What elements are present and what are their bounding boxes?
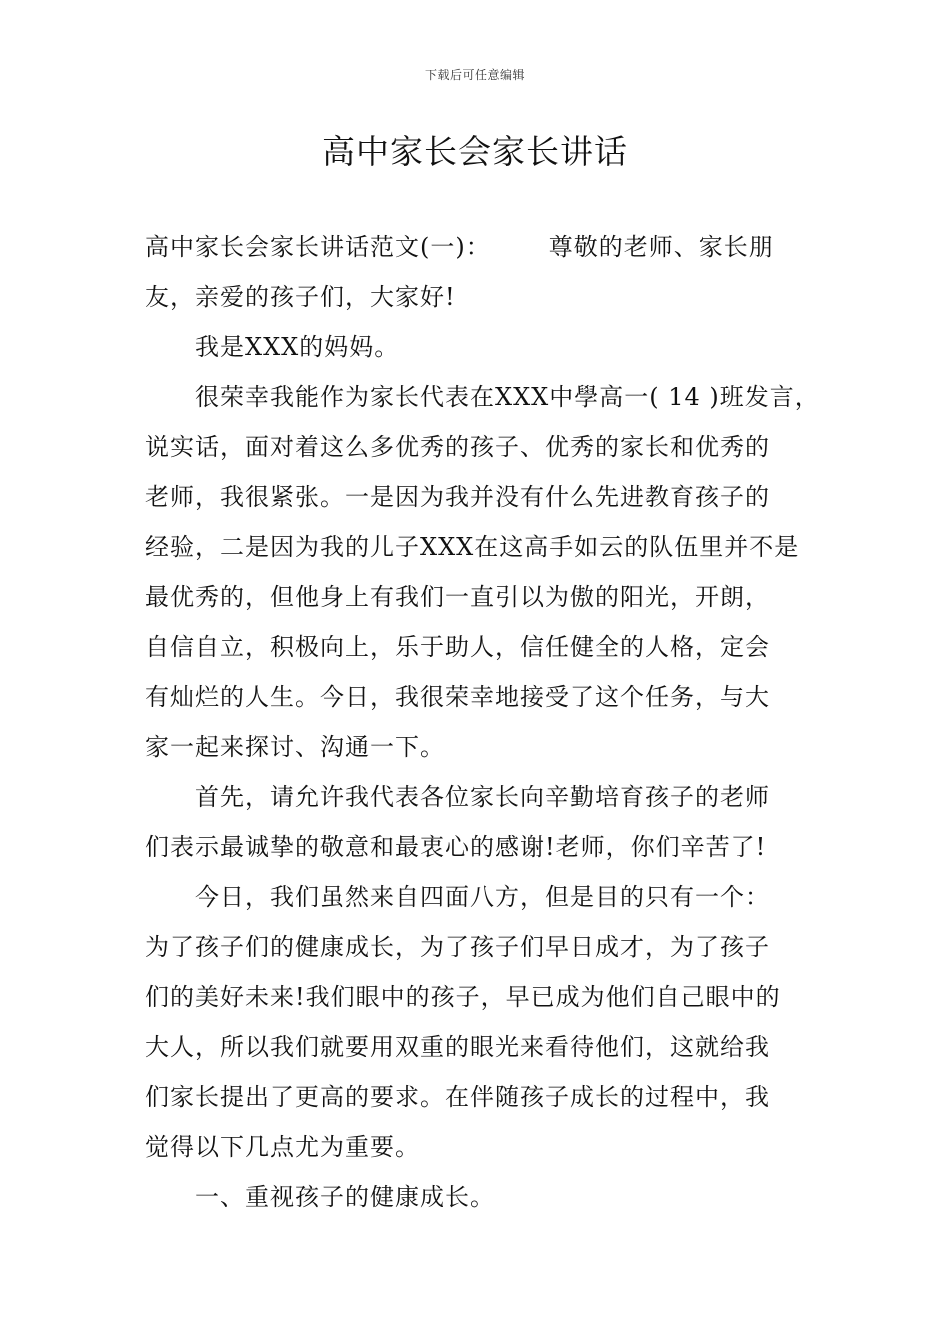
paragraph-thanks bbox=[145, 772, 815, 872]
text-line: 我是XXX的妈妈。 bbox=[195, 333, 400, 361]
document-body bbox=[145, 222, 820, 1222]
text-line: 为了孩子们的健康成长，为了孩子们早日成才，为了孩子 bbox=[145, 933, 770, 961]
paragraph-honor bbox=[145, 372, 820, 772]
text-line: 有灿烂的人生。今日，我很荣幸地接受了这个任务，与大 bbox=[145, 683, 770, 711]
text-line: 家一起来探讨、沟通一下。 bbox=[145, 733, 445, 761]
text-line: 自信自立，积极向上，乐于助人，信任健全的人格，定会 bbox=[145, 633, 770, 661]
greeting-text: 尊敬的老师、家长朋 bbox=[548, 233, 774, 261]
text-line: 友，亲爱的孩子们，大家好! bbox=[145, 283, 456, 311]
text-line: 今日，我们虽然来自四面八方，但是目的只有一个： bbox=[195, 883, 770, 911]
header-note: 下载后可任意编辑 bbox=[424, 68, 525, 82]
paragraph-opening bbox=[145, 222, 815, 322]
text-line: 大人，所以我们就要用双重的眼光来看待他们，这就给我 bbox=[145, 1033, 770, 1061]
section-heading: 高中家长会家长讲话范文(一)： bbox=[145, 233, 491, 261]
paragraph-point-one bbox=[145, 1172, 815, 1222]
text-line: 老师，我很紧张。一是因为我并没有什么先进教育孩子的 bbox=[145, 483, 770, 511]
text-line: 经验，二是因为我的儿子XXX在这高手如云的队伍里并不是 bbox=[145, 533, 800, 561]
text-line: 们的美好未来!我们眼中的孩子，早已成为他们自己眼中的 bbox=[145, 983, 781, 1011]
text-line: 们家长提出了更高的要求。在伴随孩子成长的过程中，我 bbox=[145, 1083, 770, 1111]
text-line: 很荣幸我能作为家长代表在XXX中學高一( 14 )班发言， bbox=[195, 383, 820, 411]
text-line bbox=[145, 222, 815, 272]
text-line: 们表示最诚挚的敬意和最衷心的感谢!老师，你们辛苦了! bbox=[145, 833, 767, 861]
text-line: 觉得以下几点尤为重要。 bbox=[145, 1133, 420, 1161]
paragraph-intro bbox=[145, 322, 815, 372]
text-line: 最优秀的，但他身上有我们一直引以为傲的阳光，开朗， bbox=[145, 583, 770, 611]
text-line: 首先，请允许我代表各位家长向辛勤培育孩子的老师 bbox=[195, 783, 770, 811]
document-title: 高中家长会家长讲话 bbox=[322, 132, 628, 171]
text-line: 说实话，面对着这么多优秀的孩子、优秀的家长和优秀的 bbox=[145, 433, 770, 461]
text-line: 一、重视孩子的健康成长。 bbox=[195, 1183, 495, 1211]
paragraph-purpose bbox=[145, 872, 815, 1172]
